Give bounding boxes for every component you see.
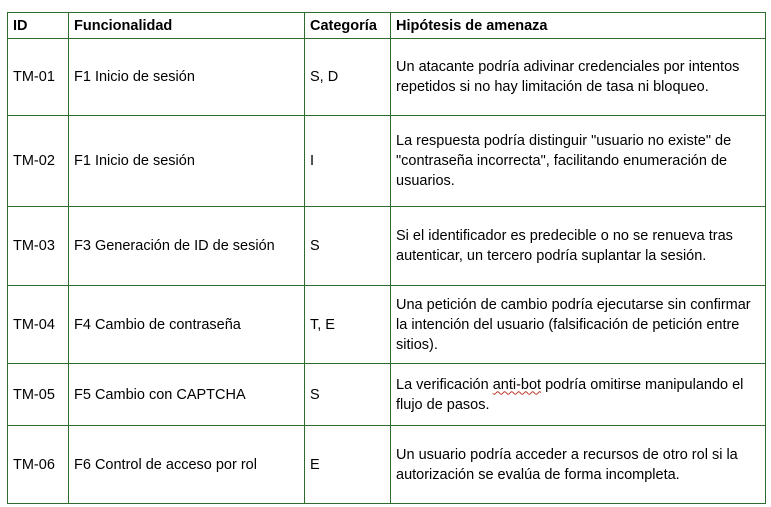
header-id: ID [8, 13, 69, 39]
table-row [8, 426, 766, 504]
cell-categoria: I [305, 116, 391, 207]
cell-funcionalidad: F4 Cambio de contraseña [69, 286, 305, 364]
spellcheck-flagged-word[interactable]: anti-bot [492, 376, 542, 393]
cell-funcionalidad: F5 Cambio con CAPTCHA [69, 364, 305, 426]
hipotesis-text-after: podría omitirse manipulando el flujo de pasos. [396, 376, 744, 413]
cell-hipotesis: Un usuario podría acceder a recursos de otro rol si la autorización se evalúa de forma incompleta. [391, 426, 766, 504]
table-row [8, 116, 766, 207]
cell-hipotesis [391, 364, 766, 426]
cell-id: TM-02 [8, 116, 69, 207]
cell-funcionalidad: F1 Inicio de sesión [69, 39, 305, 116]
cell-id: TM-01 [8, 39, 69, 116]
cell-id: TM-03 [8, 207, 69, 286]
table-row [8, 286, 766, 364]
cell-categoria: S [305, 207, 391, 286]
header-categoria: Categoría [305, 13, 391, 39]
cell-hipotesis: La respuesta podría distinguir "usuario no existe" de "contraseña incorrecta", facilitando enumeración de usuarios. [391, 116, 766, 207]
cell-id: TM-04 [8, 286, 69, 364]
table-row [8, 364, 766, 426]
cell-categoria: E [305, 426, 391, 504]
header-funcionalidad: Funcionalidad [69, 13, 305, 39]
header-hipotesis: Hipótesis de amenaza [391, 13, 766, 39]
cell-funcionalidad: F1 Inicio de sesión [69, 116, 305, 207]
cell-categoria: T, E [305, 286, 391, 364]
cell-hipotesis: Una petición de cambio podría ejecutarse sin confirmar la intención del usuario (falsificación de petición entre sitios). [391, 286, 766, 364]
table-row [8, 39, 766, 116]
cell-funcionalidad: F3 Generación de ID de sesión [69, 207, 305, 286]
table-row [8, 207, 766, 286]
cell-funcionalidad: F6 Control de acceso por rol [69, 426, 305, 504]
cell-categoria: S, D [305, 39, 391, 116]
cell-id: TM-06 [8, 426, 69, 504]
cell-hipotesis: Si el identificador es predecible o no se renueva tras autenticar, un tercero podría suplantar la sesión. [391, 207, 766, 286]
cell-categoria: S [305, 364, 391, 426]
cell-hipotesis: Un atacante podría adivinar credenciales por intentos repetidos si no hay limitación de tasa ni bloqueo. [391, 39, 766, 116]
cell-id: TM-05 [8, 364, 69, 426]
hipotesis-text-before: La verificación [396, 376, 493, 393]
threat-model-table [7, 12, 766, 504]
header-row [8, 13, 766, 39]
